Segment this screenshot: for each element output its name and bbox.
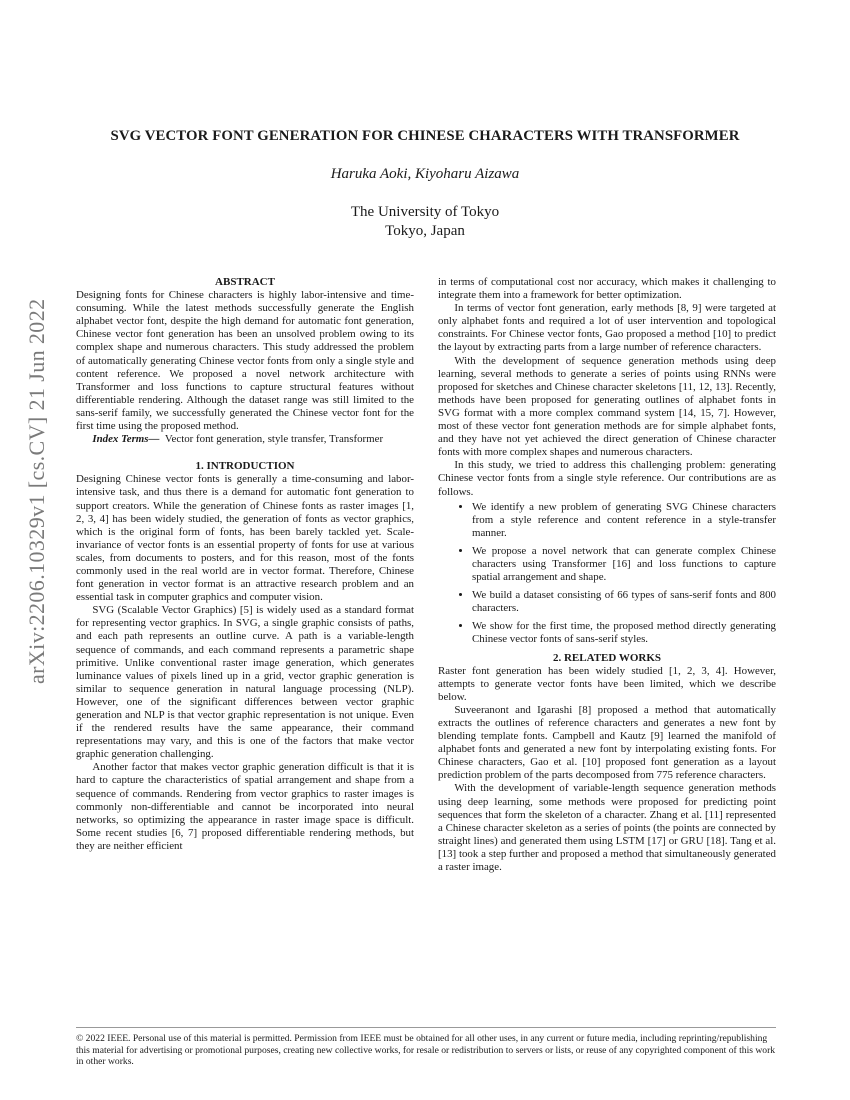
- abstract-text: Designing fonts for Chinese characters is highly labor-intensive and time-consuming. While the latest methods successfully generate the English alphabet vector font, despite the high demand for automatic font generation, Chinese vector font generation has been an unsolved problem owing to its complex shape and numerous characters. This study addressed the problem of automatically generating Chinese vector fonts from only a single style and content reference. We proposed a novel network architecture with Transformer and loss functions to capture structural features without differentiable rendering. Although the dataset range was still limited to the sans-serif family, we successfully generated the Chinese vector font for the first time using the proposed method.: [76, 289, 414, 433]
- abstract-heading: ABSTRACT: [215, 276, 275, 288]
- related-paragraph-2: Suveeranont and Igarashi [8] proposed a method that automatically extracts the outlines of reference characters and generates a new font by blending template fonts. Campbell and Kautz [9] learned the manifold of alphabet fonts and generated a new font by interpolating existing fonts. For Chinese characters, Gao et al. [10] proposed font generation as a layout prediction problem of the parts decomposed from 775 reference characters.: [438, 703, 776, 782]
- related-paragraph-1: Raster font generation has been widely studied [1, 2, 3, 4]. However, attempts to generate vector fonts have been limited, which we describe below.: [438, 664, 776, 703]
- affiliation-line-2: Tokyo, Japan: [385, 222, 465, 239]
- affiliation-line-1: The University of Tokyo: [350, 204, 500, 220]
- left-column: [76, 276, 414, 853]
- contribution-item: • We identify a new problem of generating SVG Chinese characters from a style reference and content reference in a style-transfer manner.: [472, 501, 776, 540]
- intro-paragraph-3-continued: in terms of computational cost nor accuracy, which makes it challenging to integrate them into a framework for better optimization.: [438, 276, 776, 302]
- intro-paragraph-4: In terms of vector font generation, early methods [8, 9] were targeted at only alphabet fonts and required a lot of user intervention and topological constraints. For Chinese vector fonts, Gao proposed a method [10] to predict the layout by extracting parts from a large number of reference characters.: [438, 302, 776, 354]
- affiliation: [0, 203, 850, 240]
- index-terms-label: Index Terms—: [92, 433, 160, 446]
- contribution-item: • We show for the first time, the proposed method directly generating Chinese vector fonts of sans-serif styles.: [472, 620, 776, 646]
- related-works-heading: 2. RELATED WORKS: [552, 651, 662, 664]
- index-terms-text: Vector font generation, style transfer, Transformer: [164, 433, 384, 446]
- paper-authors: Haruka Aoki, Kiyoharu Aizawa: [330, 166, 520, 182]
- intro-paragraph-1: Designing Chinese vector fonts is generally a time-consuming and labor-intensive task, and thus there is a demand for automatic font generation to support creators. While the generation of Chinese fonts as raster images [1, 2, 3, 4] has been widely studied, the generation of fonts as vector graphics, which is the original form of fonts, has been barely tackled yet. Scale-invariance of vector fonts is an essential property of fonts for use at various scales, from documents to posters, and for this reason, most of the fonts commonly used in the real world are in vector format. Therefore, Chinese font generation in vector format is an attractive research problem and an essential task in computer graphics and computer vision.: [76, 473, 414, 604]
- intro-heading: 1. INTRODUCTION: [195, 460, 295, 473]
- right-column: [438, 276, 776, 874]
- intro-paragraph-6: In this study, we tried to address this challenging problem: generating Chinese vector fonts from a single style reference. Our contributions are as follows.: [438, 459, 776, 498]
- arxiv-stamp: arXiv:2206.10329v1 [cs.CV] 21 Jun 2022: [24, 298, 49, 684]
- paper-title: SVG VECTOR FONT GENERATION FOR CHINESE CHARACTERS WITH TRANSFORMER: [110, 128, 740, 144]
- related-paragraph-3: With the development of variable-length sequence generation methods using deep learning, some methods were proposed for predicting point sequences that form the skeleton of a character. Zhang et al. [11] represented a Chinese character skeleton as a series of points (the points are connected by straight lines) and generated them using LSTM [17] or GRU [18]. Tang et al. [13] took a step further and proposed a method that simultaneously generated a raster image.: [438, 782, 776, 874]
- footer-divider: [76, 1027, 776, 1028]
- contribution-item: • We propose a novel network that can generate complex Chinese characters using Transformer [16] and loss functions to capture spatial arrangement and shape.: [472, 545, 776, 584]
- contribution-list: [438, 501, 776, 647]
- contribution-item: • We build a dataset consisting of 66 types of sans-serif fonts and 800 characters.: [472, 589, 776, 615]
- intro-paragraph-2: SVG (Scalable Vector Graphics) [5] is widely used as a standard format for representing vector graphics. In SVG, a single graphic consists of paths, and each path represents an outline curve. A path is a variable-length sequence of commands, and each command represents a parametric shape primitive. Unlike conventional raster image generation, which generates luminance values of pixels lined up in a grid, vector graphic generation is similar to sequence generation in natural language processing (NLP). However, one of the significant differences between vector graphic generation and NLP is that vector graphic representation is not unique. Even if the rendered results have the same appearance, their command representations may vary, and this is one of the factors that make vector graphic generation challenging.: [76, 604, 414, 761]
- intro-paragraph-5: With the development of sequence generation methods using deep learning, several methods to generate a series of points using RNNs were proposed for sketches and Chinese character skeletons [11, 12, 13]. Recently, methods have been proposed for generating outlines of alphabet fonts in SVG format with a more complex command system [14, 15, 7]. However, most of these vector font generation methods are for simple alphabet fonts, and they have not yet achieved the direct generation of Chinese character fonts with more complex shapes and numerous characters.: [438, 354, 776, 459]
- intro-paragraph-3: Another factor that makes vector graphic generation difficult is that it is hard to capture the characteristics of spatial arrangement and shape from a sequence of commands. Rendering from vector graphics to raster images is commonly non-differentiable and cannot be incorporated into neural networks, so optimizing the appearance in raster image space is difficult. Some recent studies [6, 7] proposed differentiable rendering methods, but they are neither efficient: [76, 761, 414, 852]
- copyright-footer: © 2022 IEEE. Personal use of this material is permitted. Permission from IEEE must be obtained for all other uses, in any current or future media, including reprinting/republishing this material for advertising or promotional purposes, creating new collective works, for resale or redistribution to servers or lists, or reuse of any copyrighted component of this work in other works.: [76, 1033, 776, 1068]
- index-terms: [76, 433, 414, 446]
